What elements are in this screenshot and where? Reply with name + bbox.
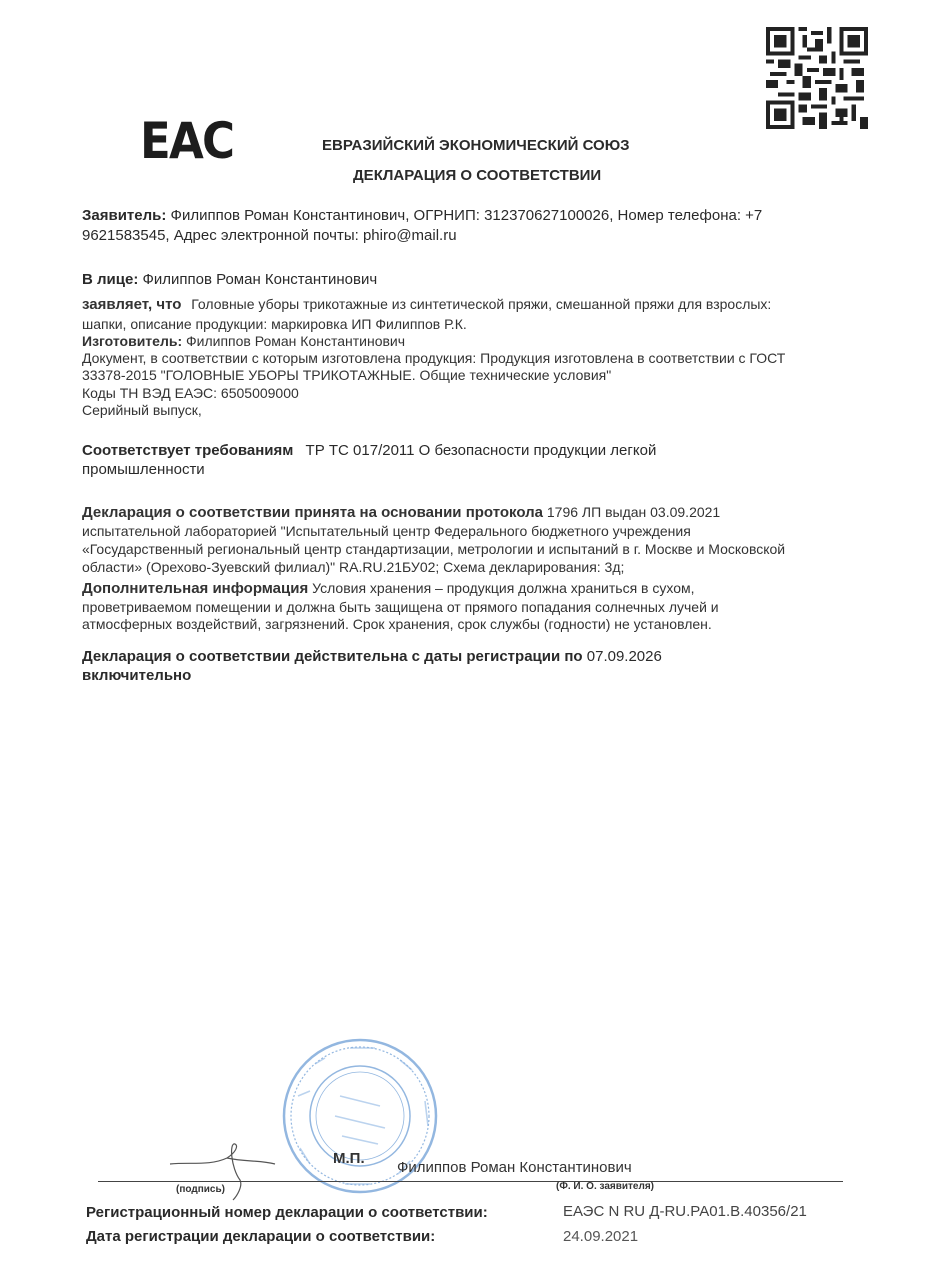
manufacturer-label: Изготовитель: xyxy=(82,333,183,349)
eac-logo: EAC xyxy=(140,112,234,170)
applicant-name: Филиппов Роман Константинович xyxy=(397,1159,632,1176)
applicant-line-2: 9621583545, Адрес электронной почты: phiro@mail.ru xyxy=(82,227,457,244)
conformity-label: Соответствует требованиям xyxy=(82,442,294,459)
mp-label: М.П. xyxy=(333,1150,365,1167)
basis-line-1 xyxy=(82,503,852,522)
declares-line-1 xyxy=(82,295,852,314)
additional-value: Условия хранения – продукция должна храниться в сухом, xyxy=(312,580,695,596)
basis-label: Декларация о соответствии принята на основании протокола xyxy=(82,504,543,521)
document-title: ДЕКЛАРАЦИЯ О СООТВЕТСТВИИ xyxy=(353,167,602,184)
basis-line-3: «Государственный региональный центр стандартизации, метрологии и испытаний в г. Москве и Московской xyxy=(82,541,786,557)
manufacturer-value: Филиппов Роман Константинович xyxy=(186,333,406,349)
applicant-line-1 xyxy=(82,206,852,225)
validity-date: 07.09.2026 xyxy=(586,648,662,665)
signature-line xyxy=(98,1181,843,1182)
series-line: Серийный выпуск, xyxy=(82,402,202,418)
declares-product: Головные уборы трикотажные из синтетической пряжи, смешанной пряжи для взрослых: xyxy=(191,296,772,312)
name-caption: (Ф. И. О. заявителя) xyxy=(556,1181,655,1192)
conformity-line-1 xyxy=(82,441,852,460)
applicant-value: Филиппов Роман Константинович, ОГРНИП: 312370627100026, Номер телефона: +7 xyxy=(170,207,763,224)
additional-line-2: проветриваемом помещении и должна быть защищена от прямого попадания солнечных лучей и xyxy=(82,599,719,615)
conformity-line-2: промышленности xyxy=(82,461,205,478)
additional-label: Дополнительная информация xyxy=(82,580,309,597)
basis-protocol: 1796 ЛП выдан 03.09.2021 xyxy=(546,504,721,520)
registration-number-value: ЕАЭС N RU Д-RU.РА01.В.40356/21 xyxy=(563,1203,807,1220)
declares-line-2: шапки, описание продукции: маркировка ИП Филиппов Р.К. xyxy=(82,316,467,332)
declares-label: заявляет, что xyxy=(82,296,182,313)
applicant-label: Заявитель: xyxy=(82,207,167,224)
validity-line-2: включительно xyxy=(82,667,192,684)
registration-number-label: Регистрационный номер декларации о соответствии: xyxy=(86,1204,488,1221)
registration-date-label: Дата регистрации декларации о соответствии: xyxy=(86,1228,436,1245)
qr-code-icon xyxy=(766,27,868,129)
basis-line-2: испытательной лабораторией "Испытательный центр Федерального бюджетного учреждения xyxy=(82,523,691,539)
basis-line-4: области» (Орехово-Зуевский филиал)" RA.RU.21БУ02; Схема декларирования: 3д; xyxy=(82,559,625,575)
document-basis-line-1: Документ, в соответствии с которым изготовлена продукция: Продукция изготовлена в соответствии с ГОСТ xyxy=(82,350,786,366)
conformity-value: ТР ТС 017/2011 О безопасности продукции легкой xyxy=(305,442,657,459)
additional-line-1 xyxy=(82,579,852,598)
validity-line-1 xyxy=(82,647,852,666)
person-line xyxy=(82,270,852,289)
registration-date-value: 24.09.2021 xyxy=(563,1228,639,1245)
person-value: Филиппов Роман Константинович xyxy=(142,271,378,288)
additional-line-3: атмосферных воздействий, загрязнений. Срок хранения, срок службы (годности) не установлен. xyxy=(82,616,712,632)
codes-line: Коды ТН ВЭД ЕАЭС: 6505009000 xyxy=(82,385,299,401)
union-title: ЕВРАЗИЙСКИЙ ЭКОНОМИЧЕСКИЙ СОЮЗ xyxy=(322,137,630,154)
person-label: В лице: xyxy=(82,271,139,288)
document-basis-line-2: 33378-2015 "ГОЛОВНЫЕ УБОРЫ ТРИКОТАЖНЫЕ. Общие технические условия" xyxy=(82,367,612,383)
validity-label: Декларация о соответствии действительна с даты регистрации по xyxy=(82,648,583,665)
signature-caption: (подпись) xyxy=(176,1184,225,1195)
manufacturer-line xyxy=(82,332,852,350)
